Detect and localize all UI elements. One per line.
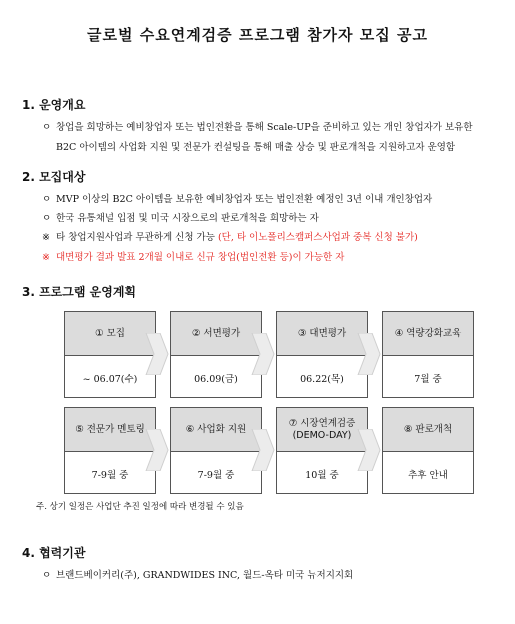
page-title: 글로벌 수요연계검증 프로그램 참가자 모집 공고 bbox=[87, 26, 428, 44]
target-note-1-red: (단, 타 이노폴리스캠퍼스사업과 중복 신청 불가) bbox=[217, 232, 418, 243]
step-date: ~ 06.07(수) bbox=[82, 373, 138, 385]
chevron-right-icon bbox=[356, 333, 382, 375]
step-title-line-2: (DEMO-DAY) bbox=[292, 429, 352, 441]
step-card-8 bbox=[382, 407, 474, 494]
target-note-2-text: 대면평가 결과 발표 2개월 이내로 신규 창업(법인전환 등)이 가능한 자 bbox=[56, 252, 345, 263]
target-item-2 bbox=[42, 212, 502, 225]
step-date: 10월 중 bbox=[305, 469, 339, 481]
overview-text-2: B2C 아이템의 사업화 지원 및 전문가 컨설팅을 통해 매출 상승 및 판로개척을 지원하고자 운영함 bbox=[56, 142, 456, 153]
step-card-6 bbox=[170, 407, 262, 494]
section-heading-partners: 4. 협력기관 bbox=[22, 546, 86, 560]
step-title-line-1: ⑦ 시장연계검증 bbox=[288, 417, 356, 429]
bullet-mark: ㅇ bbox=[42, 194, 52, 205]
bullet-mark: ㅇ bbox=[42, 570, 52, 581]
step-card-1 bbox=[64, 311, 156, 398]
step-title: ④ 역량강화교육 bbox=[383, 312, 473, 356]
step-date: 7월 중 bbox=[414, 373, 442, 385]
step-title bbox=[277, 408, 367, 452]
bullet-mark: ㅇ bbox=[42, 122, 52, 133]
section-heading-target: 2. 모집대상 bbox=[22, 170, 86, 184]
target-note-1 bbox=[42, 231, 502, 244]
target-item-2-text: 한국 유통채널 입점 및 미국 시장으로의 판로개척을 희망하는 자 bbox=[56, 213, 319, 224]
step-title: ⑥ 사업화 지원 bbox=[171, 408, 261, 452]
step-title: ③ 대면평가 bbox=[277, 312, 367, 356]
target-note-1-text: 타 창업지원사업과 무관하게 신청 가능 bbox=[56, 232, 218, 243]
section-heading-overview: 1. 운영개요 bbox=[22, 98, 86, 112]
step-title: ⑧ 판로개척 bbox=[383, 408, 473, 452]
chevron-right-icon bbox=[356, 429, 382, 471]
partners-text: 브랜드베이커리(주), GRANDWIDES INC, 월드-옥타 미국 뉴저지지회 bbox=[56, 570, 354, 581]
partners-item bbox=[42, 569, 502, 582]
note-mark: ※ bbox=[42, 252, 50, 263]
step-card-3 bbox=[276, 311, 368, 398]
note-mark: ※ bbox=[42, 232, 50, 243]
step-date: 추후 안내 bbox=[408, 469, 448, 481]
chevron-right-icon bbox=[250, 333, 276, 375]
step-date: 06.22(목) bbox=[300, 373, 344, 385]
target-item-1 bbox=[42, 193, 502, 206]
section-heading-schedule: 3. 프로그램 운영계획 bbox=[22, 285, 137, 299]
step-card-4 bbox=[382, 311, 474, 398]
step-card-7 bbox=[276, 407, 368, 494]
step-card-2 bbox=[170, 311, 262, 398]
overview-text-1: 창업을 희망하는 예비창업자 또는 법인전환을 통해 Scale-UP을 준비하고 있는 개인 창업자가 보유한 bbox=[56, 122, 473, 133]
chevron-right-icon bbox=[250, 429, 276, 471]
step-date: 06.09(금) bbox=[194, 373, 238, 385]
target-item-1-text: MVP 이상의 B2C 아이템을 보유한 예비창업자 또는 법인전환 예정인 3년 이내 개인창업자 bbox=[56, 194, 433, 205]
step-date: 7-9월 중 bbox=[91, 469, 129, 481]
overview-line-1 bbox=[42, 121, 502, 134]
chevron-right-icon bbox=[144, 429, 170, 471]
bullet-mark: ㅇ bbox=[42, 213, 52, 224]
step-card-5 bbox=[64, 407, 156, 494]
target-note-2 bbox=[42, 251, 502, 264]
schedule-note: 주. 상기 일정은 사업단 추진 일정에 따라 변경될 수 있음 bbox=[36, 502, 244, 512]
step-title: ⑤ 전문가 멘토링 bbox=[65, 408, 155, 452]
chevron-right-icon bbox=[144, 333, 170, 375]
step-title: ① 모집 bbox=[65, 312, 155, 356]
step-title: ② 서면평가 bbox=[171, 312, 261, 356]
step-date: 7-9월 중 bbox=[197, 469, 235, 481]
